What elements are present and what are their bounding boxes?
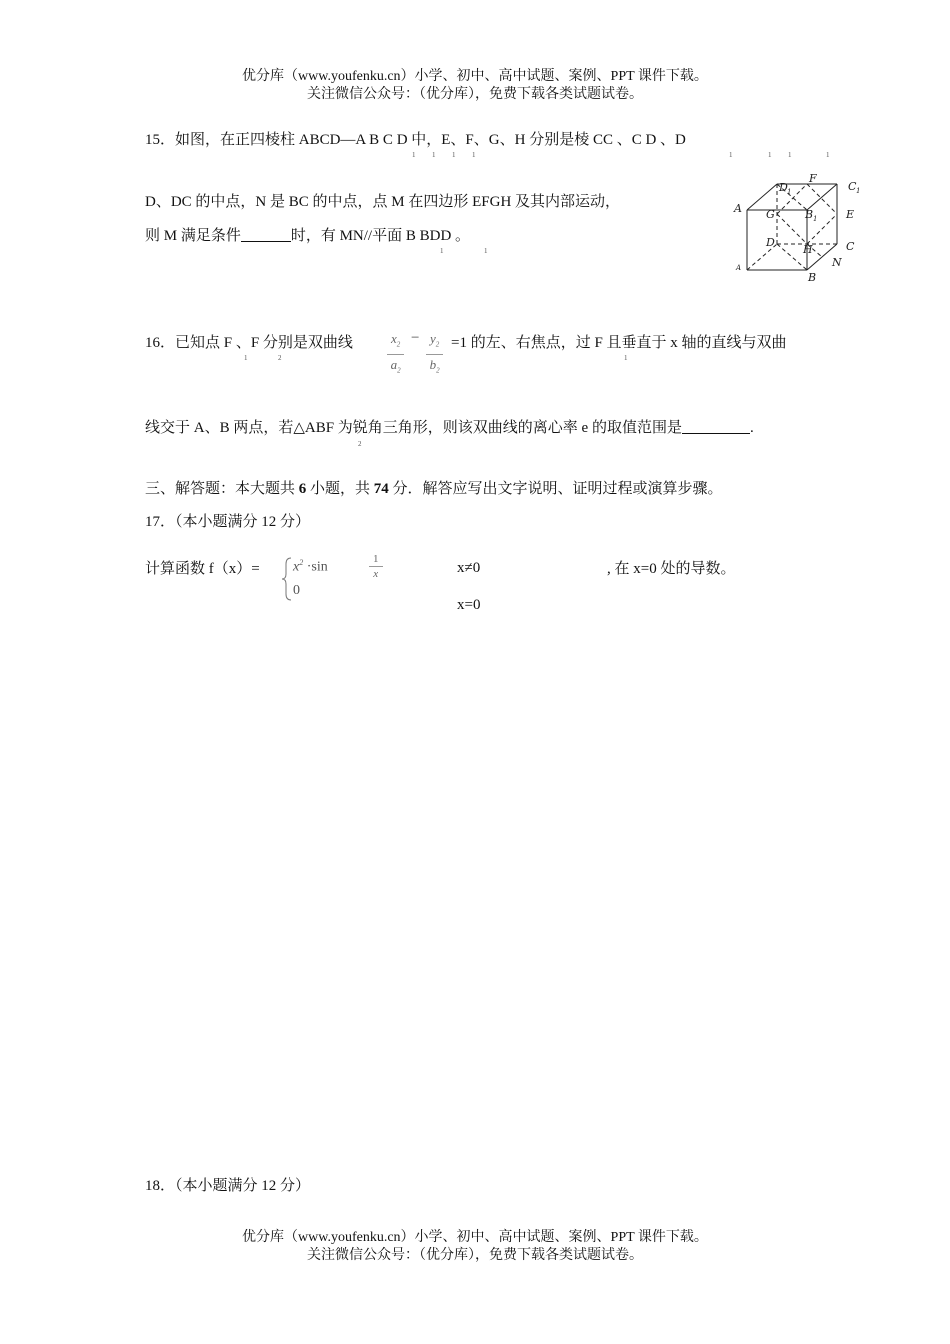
frac-x-num-sub: 2 (396, 340, 401, 349)
label-c1-sub: 1 (856, 187, 861, 195)
frac-y-num: y (430, 331, 436, 346)
q15-answer-blank (241, 227, 291, 242)
q16-fraction-y (426, 330, 443, 380)
q15-condition-tail: 时，有 MN//平面 B BDD 。 (290, 228, 471, 244)
q15-sub: 1 (440, 247, 444, 255)
q16-line-2-end: . (749, 420, 754, 436)
case-1-frac-num: 1 (369, 553, 383, 567)
q17-tail: , 在 x=0 处的导数。 (607, 561, 736, 577)
label-d1-sub: 1 (787, 188, 792, 196)
case-1-base: x (293, 559, 300, 575)
q16-line-2 (145, 416, 754, 437)
q17-lead: 计算函数 f（x）= (145, 561, 260, 577)
q16-sub: 1 (624, 354, 628, 362)
q15-condition-label: 则 M 满足条件 (145, 228, 241, 244)
q18-title: 18．（本小题满分 12 分） (145, 1178, 311, 1194)
q17-brace (281, 556, 293, 602)
frac-y-num-sub: 2 (435, 340, 440, 349)
label-b1-sub: 1 (813, 215, 818, 223)
q15-sub: 1 (788, 151, 792, 159)
q15-sub: 1 (472, 151, 476, 159)
q16-sub: 2 (358, 440, 362, 448)
label-h: H (803, 243, 813, 256)
case-1-sin: ·sin (303, 559, 328, 575)
section-3-points: 74 (373, 481, 389, 497)
label-g: G (766, 208, 775, 221)
frac-y-den: b (429, 356, 437, 372)
q15-sub: 1 (729, 151, 733, 159)
q15-sub: 1 (412, 151, 416, 159)
label-e: E (846, 208, 855, 221)
q17-case-1 (293, 558, 328, 576)
q15-sub: 1 (484, 247, 488, 255)
frac-x-num: x (391, 331, 397, 346)
label-a1: A (734, 202, 742, 215)
case-1-frac-den: x (373, 568, 379, 580)
q16-sub: 2 (278, 354, 282, 362)
q15-sub: 1 (452, 151, 456, 159)
q17-case-2: 0 (293, 583, 300, 598)
q16-part-2: =1 的左、右焦点，过 F 且垂直于 x 轴的直线与双曲 (451, 335, 787, 351)
section-3-heading (145, 477, 723, 498)
header-line-2: 关注微信公众号：（优分库），免费下载各类试题试卷。 (307, 87, 643, 102)
q15-line-2: D、DC 的中点，N 是 BC 的中点，点 M 在四边形 EFGH 及其内部运动， (145, 194, 621, 210)
q16-answer-blank (682, 419, 750, 434)
section-3-part-2: 小题，共 (306, 481, 374, 497)
label-b1: B (805, 208, 814, 221)
q15-sub: 1 (826, 151, 830, 159)
label-a: A (736, 264, 742, 272)
q16-part-1: 16．已知点 F 、F 分别是双曲线 (145, 335, 353, 351)
edge-a1d1 (747, 184, 777, 210)
q17-case-1-fraction (369, 553, 383, 581)
frac-x-den: a (390, 356, 398, 372)
section-3-count: 6 (298, 481, 307, 497)
q16-minus: − (411, 330, 420, 346)
q16-line-2-text: 线交于 A、B 两点，若△ABF 为锐角三角形，则该双曲线的离心率 e 的取值范围是 (145, 420, 682, 436)
section-3-part-3: 分．解答应写出文字说明、证明过程或演算步骤。 (388, 481, 723, 497)
label-f: F (809, 172, 817, 185)
case-1-exponent: 2 (299, 558, 304, 567)
q17-title: 17．（本小题满分 12 分） (145, 514, 311, 530)
label-d: D (766, 236, 775, 249)
frac-x-den-sub: 2 (397, 366, 401, 375)
label-c: C (846, 240, 855, 253)
edge-gh (777, 214, 807, 244)
frac-y-den-sub: 2 (436, 366, 440, 375)
label-d1: D (779, 181, 788, 194)
section-3-part-1: 三、解答题：本大题共 (145, 481, 299, 497)
edge-b1c1 (807, 184, 837, 210)
header-line-1: 优分库（www.youfenku.cn）小学、初中、高中试题、案例、PPT 课件下载。 (242, 69, 708, 84)
q16-fraction-x (387, 330, 404, 380)
q15-line-3 (145, 224, 470, 245)
label-c1: C (848, 180, 857, 193)
footer-line-2: 关注微信公众号：（优分库），免费下载各类试题试卷。 (307, 1248, 643, 1263)
q17-condition-2: x=0 (457, 597, 481, 613)
q17-condition-1: x≠0 (457, 560, 481, 576)
prism-figure (730, 170, 865, 285)
label-n: N (832, 256, 842, 269)
q16-sub: 1 (244, 354, 248, 362)
q15-sub: 1 (432, 151, 436, 159)
q15-sub: 1 (768, 151, 772, 159)
label-b: B (808, 271, 817, 284)
q15-line-1: 15．如图，在正四棱柱 ABCD—A B C D 中，E、F、G、H 分别是棱 CC 、C D 、D (145, 132, 686, 148)
footer-line-1: 优分库（www.youfenku.cn）小学、初中、高中试题、案例、PPT 课件下载。 (242, 1230, 708, 1245)
